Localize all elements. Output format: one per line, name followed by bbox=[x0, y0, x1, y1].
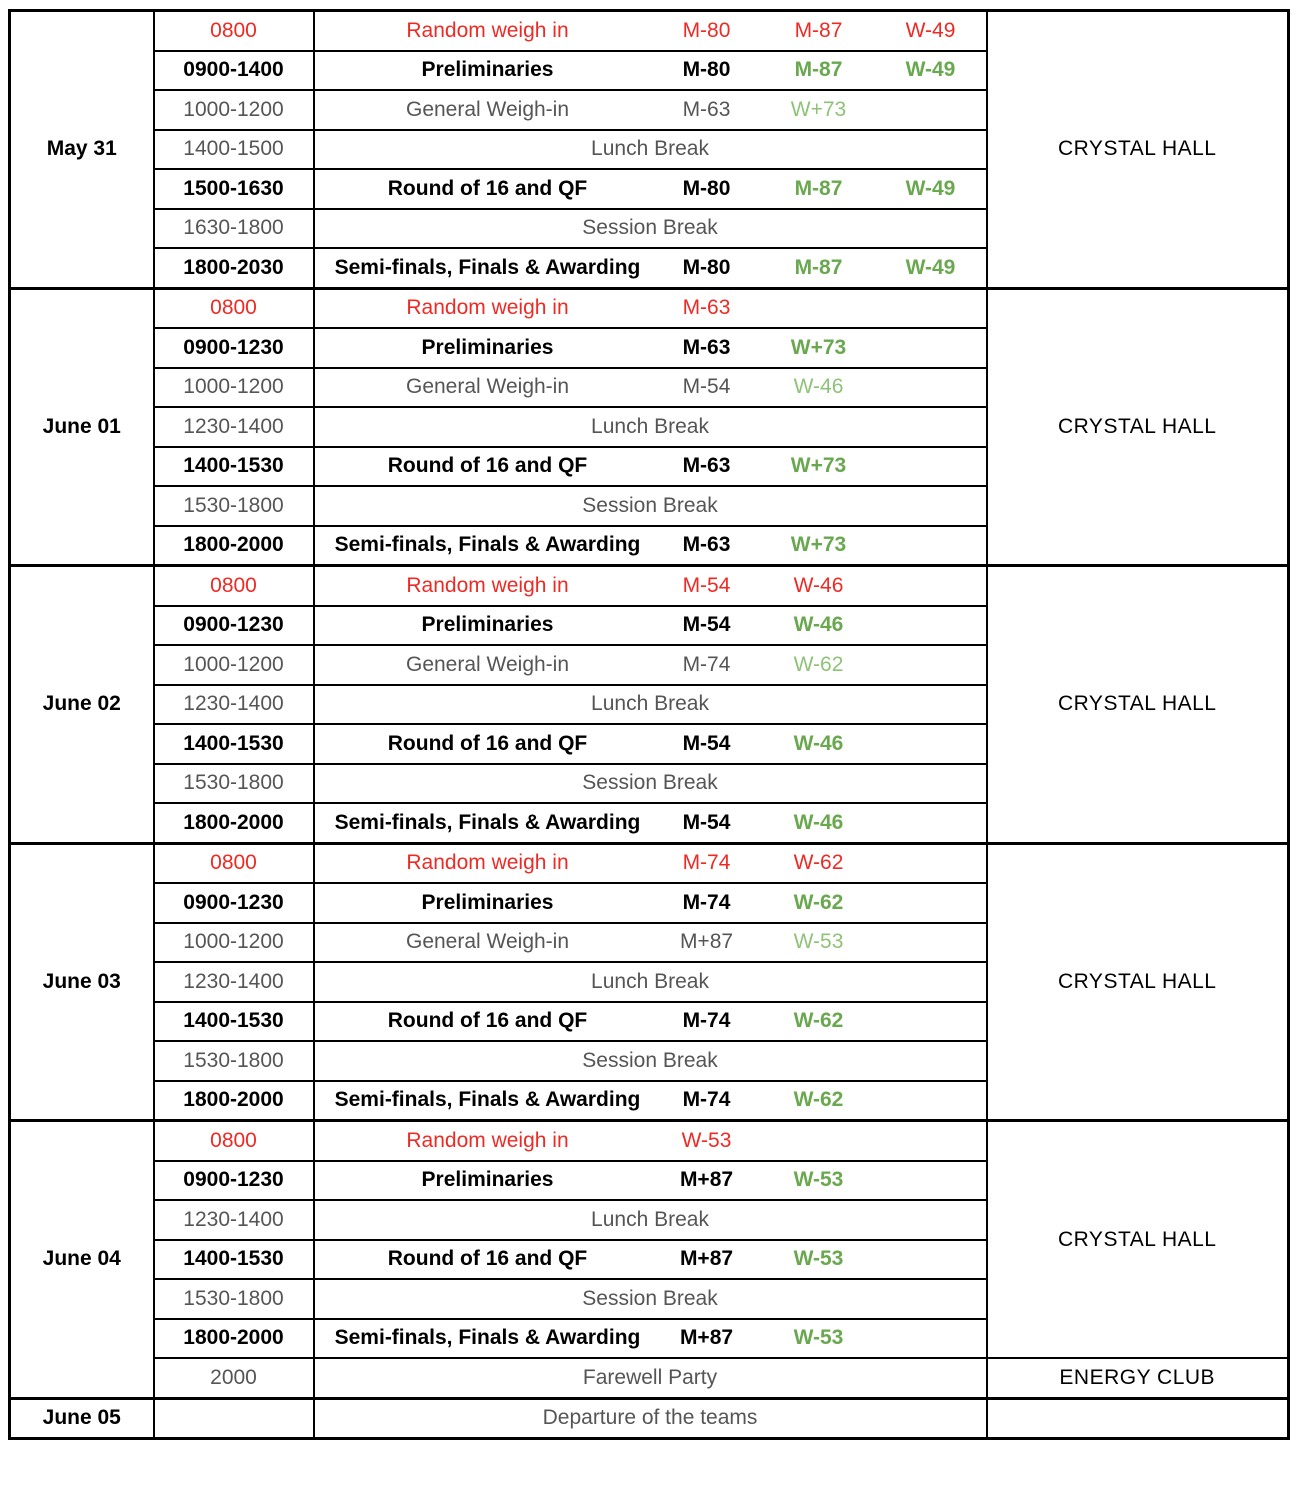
session-time: 1400-1530 bbox=[154, 447, 314, 487]
session-event-label: Semi-finals, Finals & Awarding bbox=[334, 533, 641, 557]
weight-category: W-53 bbox=[793, 1247, 844, 1271]
weight-category: M-74 bbox=[682, 851, 731, 875]
session-time: 1800-2000 bbox=[154, 1319, 314, 1359]
session-time: 1000-1200 bbox=[154, 368, 314, 408]
session-event-label: Random weigh in bbox=[406, 851, 569, 875]
session-event-cell bbox=[314, 803, 987, 843]
session-time: 2000 bbox=[154, 1358, 314, 1398]
venue: CRYSTAL HALL bbox=[987, 1121, 1289, 1359]
session-event-label: Session Break bbox=[582, 1286, 718, 1310]
weight-category: W-53 bbox=[793, 1326, 844, 1350]
session-event-cell bbox=[314, 209, 987, 249]
session-event-cell bbox=[314, 1041, 987, 1081]
session-event-label: Lunch Break bbox=[591, 414, 709, 438]
session-event-cell bbox=[314, 923, 987, 963]
session-time: 0800 bbox=[154, 843, 314, 883]
weight-category: M-63 bbox=[682, 335, 731, 359]
session-event-label: Lunch Break bbox=[591, 1207, 709, 1231]
session-event-cell bbox=[314, 288, 987, 328]
session-time: 1530-1800 bbox=[154, 1041, 314, 1081]
session-event-cell bbox=[314, 1121, 987, 1161]
session-event-label: Semi-finals, Finals & Awarding bbox=[334, 810, 641, 834]
weight-category: M+87 bbox=[679, 1168, 734, 1192]
session-time: 0800 bbox=[154, 288, 314, 328]
session-event-cell bbox=[314, 606, 987, 646]
session-time: 1230-1400 bbox=[154, 685, 314, 725]
session-time: 0900-1230 bbox=[154, 1161, 314, 1201]
weight-category: M-87 bbox=[794, 176, 843, 200]
session-time: 1000-1200 bbox=[154, 90, 314, 130]
schedule-body bbox=[10, 11, 1289, 1439]
session-event-cell bbox=[314, 169, 987, 209]
session-event-cell bbox=[314, 248, 987, 288]
session-event-cell bbox=[314, 724, 987, 764]
weight-category: M-63 bbox=[682, 97, 731, 121]
weight-category: M-63 bbox=[682, 533, 731, 557]
weight-category: M-63 bbox=[682, 454, 731, 478]
weight-category: W-62 bbox=[793, 1009, 844, 1033]
session-event-cell bbox=[314, 368, 987, 408]
session-event-cell bbox=[314, 764, 987, 804]
weight-category: M-87 bbox=[794, 18, 843, 42]
weight-category: W-53 bbox=[793, 1168, 844, 1192]
session-event-label: Semi-finals, Finals & Awarding bbox=[334, 255, 641, 279]
weight-category: M-74 bbox=[682, 1088, 731, 1112]
session-time: 1800-2000 bbox=[154, 803, 314, 843]
weight-category: M+87 bbox=[679, 1326, 734, 1350]
session-event-cell bbox=[314, 51, 987, 91]
weight-category: M-74 bbox=[682, 652, 731, 676]
session-event-cell bbox=[314, 447, 987, 487]
weight-category: W-46 bbox=[793, 613, 844, 637]
weight-category: W-62 bbox=[793, 890, 844, 914]
session-event-label: General Weigh-in bbox=[405, 97, 570, 121]
session-event-cell bbox=[314, 407, 987, 447]
schedule-row bbox=[10, 1398, 1289, 1439]
weight-category: M-80 bbox=[682, 176, 731, 200]
weight-category: M-87 bbox=[794, 255, 843, 279]
schedule-row bbox=[10, 843, 1289, 883]
weight-category: W-49 bbox=[905, 176, 956, 200]
session-event-cell bbox=[314, 328, 987, 368]
session-event-cell bbox=[314, 1200, 987, 1240]
weight-category: W-46 bbox=[793, 573, 844, 597]
session-event-label: Farewell Party bbox=[582, 1365, 718, 1389]
session-event-label: Semi-finals, Finals & Awarding bbox=[334, 1326, 641, 1350]
session-time bbox=[154, 1398, 314, 1439]
session-time: 1230-1400 bbox=[154, 1200, 314, 1240]
session-event-label: Session Break bbox=[582, 771, 718, 795]
weight-category: M-80 bbox=[682, 58, 731, 82]
session-event-label: Round of 16 and QF bbox=[387, 1247, 588, 1271]
session-event-cell bbox=[314, 486, 987, 526]
session-event-label: Preliminaries bbox=[421, 890, 554, 914]
session-event-label: Session Break bbox=[582, 493, 718, 517]
session-event-cell bbox=[314, 645, 987, 685]
venue: CRYSTAL HALL bbox=[987, 288, 1289, 566]
session-time: 1500-1630 bbox=[154, 169, 314, 209]
session-event-cell bbox=[314, 1240, 987, 1280]
session-event-cell bbox=[314, 566, 987, 606]
day-date: June 01 bbox=[10, 288, 154, 566]
schedule-table bbox=[8, 9, 1290, 1440]
venue: CRYSTAL HALL bbox=[987, 843, 1289, 1121]
session-event-label: Random weigh in bbox=[406, 1128, 569, 1152]
session-event-label: Random weigh in bbox=[406, 18, 569, 42]
session-event-label: Semi-finals, Finals & Awarding bbox=[334, 1088, 641, 1112]
session-event-label: Lunch Break bbox=[591, 969, 709, 993]
session-time: 1230-1400 bbox=[154, 962, 314, 1002]
session-event-label: General Weigh-in bbox=[405, 375, 570, 399]
session-event-label: Preliminaries bbox=[421, 58, 554, 82]
session-event-cell bbox=[314, 11, 987, 51]
weight-category: W-49 bbox=[905, 58, 956, 82]
schedule-row bbox=[10, 566, 1289, 606]
weight-category: W+73 bbox=[790, 335, 847, 359]
weight-category: W-62 bbox=[793, 1088, 844, 1112]
session-event-label: General Weigh-in bbox=[405, 930, 570, 954]
weight-category: M-74 bbox=[682, 890, 731, 914]
session-time: 1400-1530 bbox=[154, 1002, 314, 1042]
session-time: 0800 bbox=[154, 566, 314, 606]
session-event-label: Round of 16 and QF bbox=[387, 731, 588, 755]
session-time: 1530-1800 bbox=[154, 1279, 314, 1319]
session-time: 1000-1200 bbox=[154, 923, 314, 963]
session-event-cell bbox=[314, 1081, 987, 1121]
weight-category: M-54 bbox=[682, 573, 731, 597]
venue: CRYSTAL HALL bbox=[987, 566, 1289, 844]
weight-category: M-80 bbox=[682, 18, 731, 42]
weight-category: W-49 bbox=[905, 255, 956, 279]
session-event-cell bbox=[314, 883, 987, 923]
weight-category: M-54 bbox=[682, 613, 731, 637]
session-time: 1400-1530 bbox=[154, 724, 314, 764]
day-date: June 05 bbox=[10, 1398, 154, 1439]
session-event-label: Session Break bbox=[582, 216, 718, 240]
weight-category: M-80 bbox=[682, 255, 731, 279]
session-event-cell bbox=[314, 1358, 987, 1398]
session-event-label: Lunch Break bbox=[591, 137, 709, 161]
session-time: 1530-1800 bbox=[154, 764, 314, 804]
session-event-cell bbox=[314, 526, 987, 566]
session-event-label: Round of 16 and QF bbox=[387, 454, 588, 478]
day-date: June 04 bbox=[10, 1121, 154, 1399]
session-event-label: Preliminaries bbox=[421, 335, 554, 359]
weight-category: W+73 bbox=[790, 97, 847, 121]
session-event-label: Preliminaries bbox=[421, 613, 554, 637]
day-date: June 03 bbox=[10, 843, 154, 1121]
day-date: May 31 bbox=[10, 11, 154, 289]
session-event-cell bbox=[314, 90, 987, 130]
schedule-row bbox=[10, 1358, 1289, 1398]
weight-category: M-54 bbox=[682, 731, 731, 755]
weight-category: W-49 bbox=[905, 18, 956, 42]
session-event-label: Round of 16 and QF bbox=[387, 176, 588, 200]
session-time: 1800-2030 bbox=[154, 248, 314, 288]
session-event-cell bbox=[314, 1161, 987, 1201]
session-event-label: Random weigh in bbox=[406, 573, 569, 597]
session-time: 1800-2000 bbox=[154, 1081, 314, 1121]
session-time: 0800 bbox=[154, 1121, 314, 1161]
session-event-cell bbox=[314, 1002, 987, 1042]
venue: ENERGY CLUB bbox=[987, 1358, 1289, 1398]
weight-category: M+87 bbox=[679, 930, 734, 954]
session-time: 1630-1800 bbox=[154, 209, 314, 249]
session-event-cell bbox=[314, 1279, 987, 1319]
session-time: 1530-1800 bbox=[154, 486, 314, 526]
session-time: 0900-1230 bbox=[154, 606, 314, 646]
session-time: 1800-2000 bbox=[154, 526, 314, 566]
session-time: 1230-1400 bbox=[154, 407, 314, 447]
day-date: June 02 bbox=[10, 566, 154, 844]
weight-category: M-63 bbox=[682, 296, 731, 320]
schedule-row bbox=[10, 288, 1289, 328]
session-time: 0900-1230 bbox=[154, 328, 314, 368]
session-time: 0900-1230 bbox=[154, 883, 314, 923]
session-time: 1400-1500 bbox=[154, 130, 314, 170]
session-event-label: Random weigh in bbox=[406, 296, 569, 320]
session-event-cell bbox=[314, 843, 987, 883]
session-time: 1400-1530 bbox=[154, 1240, 314, 1280]
venue bbox=[987, 1398, 1289, 1439]
weight-category: W+73 bbox=[790, 454, 847, 478]
weight-category: W-53 bbox=[793, 930, 844, 954]
session-event-label: Departure of the teams bbox=[542, 1406, 758, 1430]
schedule-row bbox=[10, 1121, 1289, 1161]
weight-category: M-74 bbox=[682, 1009, 731, 1033]
venue: CRYSTAL HALL bbox=[987, 11, 1289, 289]
weight-category: W-46 bbox=[793, 810, 844, 834]
weight-category: M-54 bbox=[682, 810, 731, 834]
session-event-cell bbox=[314, 685, 987, 725]
session-event-cell bbox=[314, 1398, 987, 1439]
weight-category: W-53 bbox=[681, 1128, 732, 1152]
session-event-label: Round of 16 and QF bbox=[387, 1009, 588, 1033]
session-time: 1000-1200 bbox=[154, 645, 314, 685]
weight-category: W-46 bbox=[793, 731, 844, 755]
weight-category: W-62 bbox=[793, 652, 844, 676]
session-event-label: Session Break bbox=[582, 1048, 718, 1072]
session-event-label: Lunch Break bbox=[591, 692, 709, 716]
weight-category: M-87 bbox=[794, 58, 843, 82]
session-event-label: General Weigh-in bbox=[405, 652, 570, 676]
session-time: 0800 bbox=[154, 11, 314, 51]
session-time: 0900-1400 bbox=[154, 51, 314, 91]
session-event-label: Preliminaries bbox=[421, 1168, 554, 1192]
weight-category: W-62 bbox=[793, 851, 844, 875]
session-event-cell bbox=[314, 962, 987, 1002]
session-event-cell bbox=[314, 1319, 987, 1359]
session-event-cell bbox=[314, 130, 987, 170]
weight-category: M+87 bbox=[679, 1247, 734, 1271]
weight-category: M-54 bbox=[682, 375, 731, 399]
weight-category: W-46 bbox=[793, 375, 844, 399]
schedule-row bbox=[10, 11, 1289, 51]
weight-category: W+73 bbox=[790, 533, 847, 557]
